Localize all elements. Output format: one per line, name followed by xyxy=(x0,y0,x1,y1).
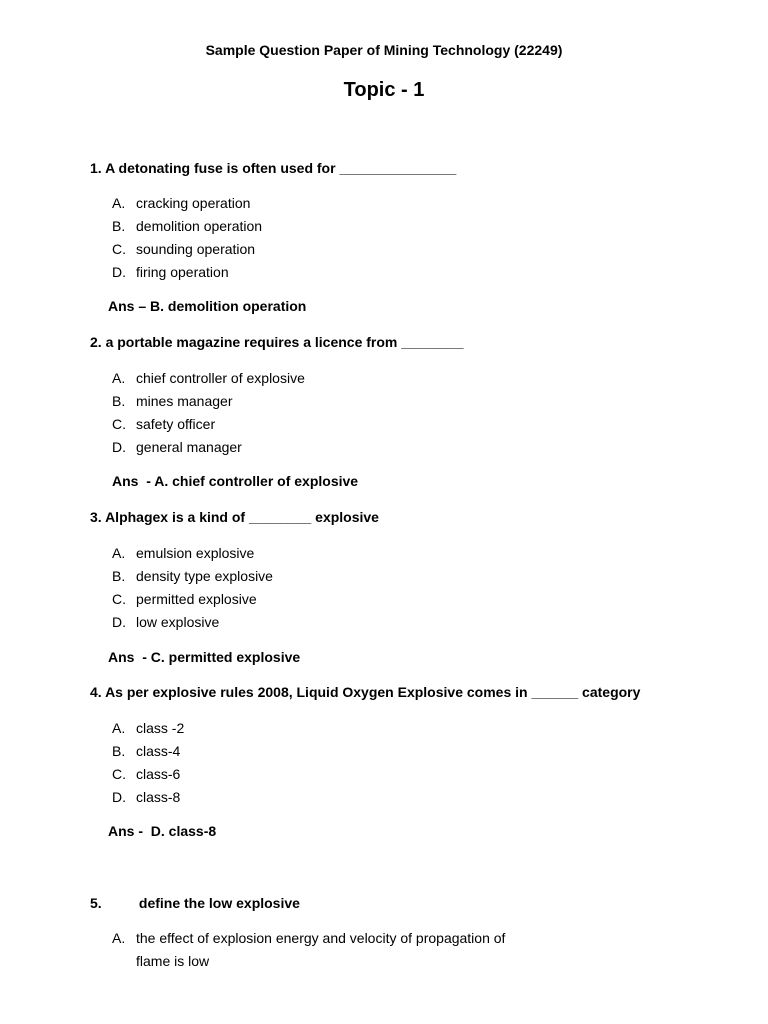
topic-title: Topic - 1 xyxy=(343,79,425,101)
question-3 xyxy=(90,509,379,525)
question-number: 5. xyxy=(90,895,102,911)
question-text: a portable magazine requires a licence from ________ xyxy=(105,334,464,350)
option-letter: B. xyxy=(112,568,126,584)
option-text: class-8 xyxy=(136,789,181,805)
option-text: class-6 xyxy=(136,766,181,782)
option-text: chief controller of explosive xyxy=(136,370,305,386)
option-text: class-4 xyxy=(136,743,181,759)
option-item xyxy=(112,567,273,590)
option-text: mines manager xyxy=(136,393,233,409)
answer-4: Ans - D. class-8 xyxy=(108,823,217,839)
option-letter: B. xyxy=(112,743,126,759)
option-item xyxy=(112,194,262,217)
question-2 xyxy=(90,334,464,350)
option-item xyxy=(112,263,262,286)
option-letter: B. xyxy=(112,218,126,234)
option-item xyxy=(112,544,273,567)
option-item xyxy=(112,927,536,973)
answer-3: Ans - C. permitted explosive xyxy=(108,649,301,665)
question-number: 1. xyxy=(90,160,102,176)
option-text: firing operation xyxy=(136,264,229,280)
option-letter: B. xyxy=(112,393,126,409)
option-letter: A. xyxy=(112,195,126,211)
option-letter: D. xyxy=(112,439,126,455)
answer-1: Ans – B. demolition operation xyxy=(108,298,307,314)
option-text: class -2 xyxy=(136,720,185,736)
options-list-2 xyxy=(112,369,305,461)
option-text: general manager xyxy=(136,439,242,455)
option-letter: A. xyxy=(112,720,126,736)
question-5 xyxy=(90,895,300,911)
question-text: define the low explosive xyxy=(138,895,300,911)
option-item xyxy=(112,240,262,263)
option-letter: D. xyxy=(112,614,126,630)
option-text: sounding operation xyxy=(136,241,256,257)
option-text: safety officer xyxy=(136,416,216,432)
option-letter: C. xyxy=(112,416,126,432)
options-list-1 xyxy=(112,194,262,286)
option-item xyxy=(112,438,305,461)
option-letter: C. xyxy=(112,591,126,607)
option-text: density type explosive xyxy=(136,568,273,584)
paper-title: Sample Question Paper of Mining Technology (22249) xyxy=(205,42,563,58)
option-letter: A. xyxy=(112,370,126,386)
question-1 xyxy=(90,160,456,176)
question-text: A detonating fuse is often used for _______________ xyxy=(105,160,457,176)
option-item xyxy=(112,719,184,742)
option-letter: D. xyxy=(112,264,126,280)
option-item xyxy=(112,415,305,438)
option-item xyxy=(112,590,273,613)
option-item xyxy=(112,742,184,765)
option-item xyxy=(112,369,305,392)
option-letter: C. xyxy=(112,766,126,782)
question-number: 4. xyxy=(90,684,102,700)
option-text: the effect of explosion energy and velocity of propagation of flame is low xyxy=(136,930,506,969)
option-text: emulsion explosive xyxy=(136,545,255,561)
question-number: 2. xyxy=(90,334,102,350)
answer-2: Ans - A. chief controller of explosive xyxy=(112,473,359,489)
option-letter: C. xyxy=(112,241,126,257)
option-letter: D. xyxy=(112,789,126,805)
option-letter: A. xyxy=(112,545,126,561)
options-list-3 xyxy=(112,544,273,636)
option-item xyxy=(112,217,262,240)
option-item xyxy=(112,788,184,811)
option-text: demolition operation xyxy=(136,218,263,234)
option-text: cracking operation xyxy=(136,195,251,211)
option-item xyxy=(112,392,305,415)
question-text: As per explosive rules 2008, Liquid Oxygen Explosive comes in ______ category xyxy=(105,684,641,700)
question-4 xyxy=(90,684,640,700)
options-list-4 xyxy=(112,719,184,811)
option-item xyxy=(112,765,184,788)
option-item xyxy=(112,613,273,636)
option-letter: A. xyxy=(112,930,126,946)
question-number: 3. xyxy=(90,509,102,525)
option-text: low explosive xyxy=(136,614,220,630)
question-text: Alphagex is a kind of ________ explosive xyxy=(105,509,379,525)
option-text: permitted explosive xyxy=(136,591,257,607)
options-list-5 xyxy=(112,927,536,973)
